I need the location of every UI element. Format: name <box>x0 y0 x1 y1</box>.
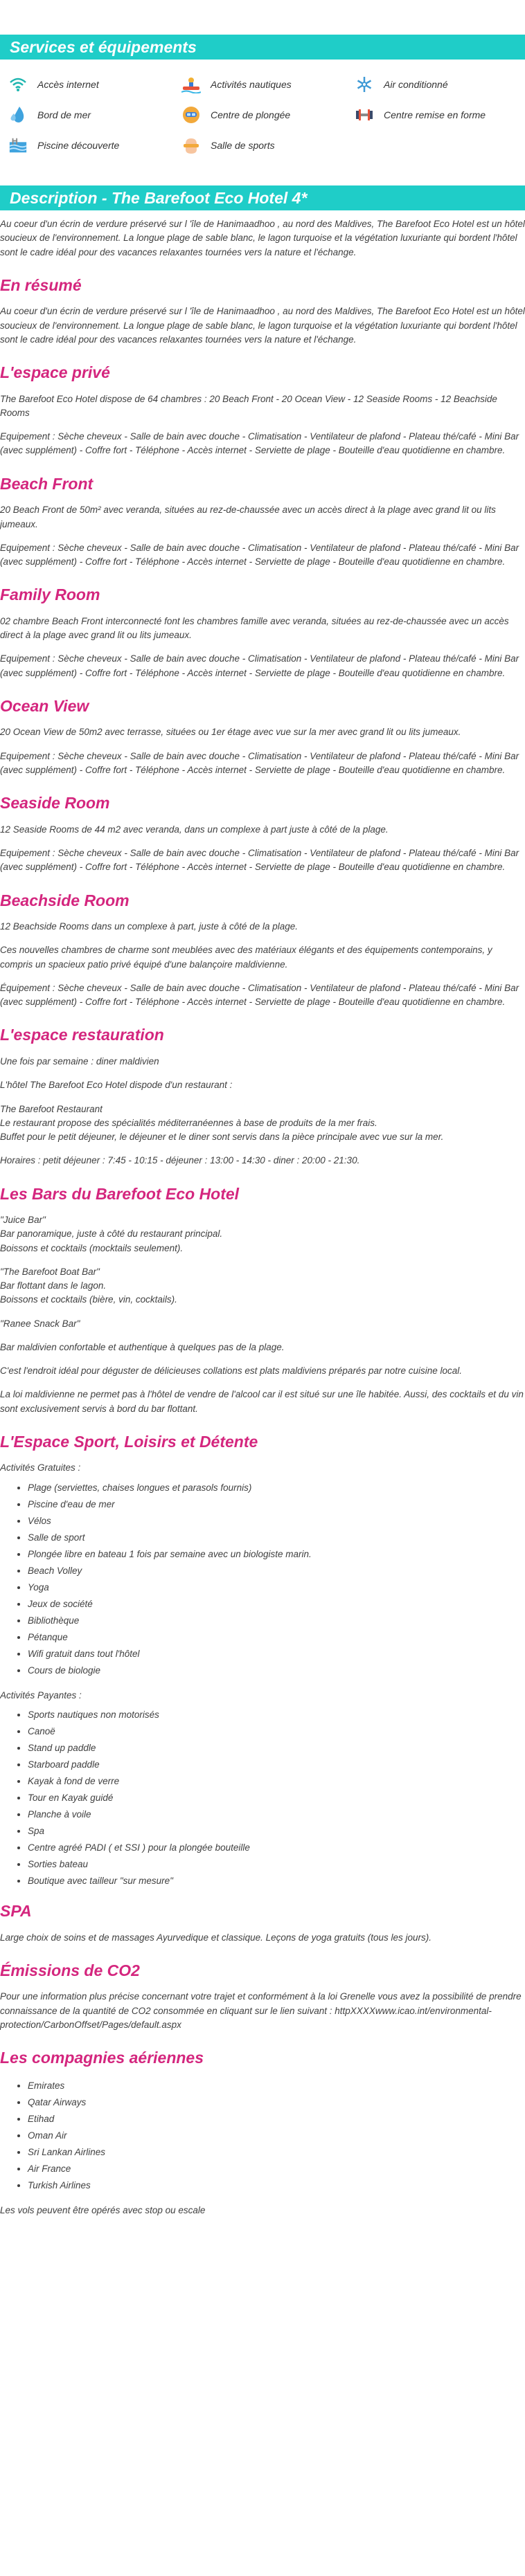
list-item: • Stand up paddle <box>28 1740 525 1757</box>
section-title-airlines: Les compagnies aériennes <box>0 2049 204 2067</box>
section-title-co2: Émissions de CO2 <box>0 1961 140 1979</box>
beachfront-equipment: Equipement : Sèche cheveux - Salle de bain avec douche - Climatisation - Ventilateur de plafond - Plateau thé/café - Mini Bar (avec supplément) - Coffre fort - Téléphone - Accès internet - Serviette de plage - Bouteille d'eau quotidienne en chambre. <box>0 542 519 568</box>
list-item: • Sports nautiques non motorisés <box>28 1707 525 1723</box>
feature-label: Bord de mer <box>37 109 91 120</box>
pool-icon <box>8 136 28 155</box>
content <box>0 217 525 2217</box>
list-item: • Plongée libre en bateau 1 fois par semaine avec un biologiste marin. <box>28 1546 525 1563</box>
list-item: • Plage (serviettes, chaises longues et parasols fournis) <box>28 1480 525 1496</box>
feature-label: Accès internet <box>37 78 99 90</box>
section-title-family: Family Room <box>0 586 100 604</box>
section-title-restauration: L'espace restauration <box>0 1026 164 1044</box>
section-title-sport: L'Espace Sport, Loisirs et Détente <box>0 1432 258 1451</box>
bar-drinks: Boissons et cocktails (bière, vin, cocktails). <box>0 1294 177 1305</box>
bar-text-5: C'est l'endroit idéal pour déguster de délicieuses collations est plats maldiviens préparés par notre cuisine local. <box>0 1366 463 1377</box>
beachside-equipment: Équipement : Sèche cheveux - Salle de bain avec douche - Climatisation - Ventilateur de plafond - Plateau thé/café - Mini Bar (avec supplément) - Coffre fort - Téléphone - Accès internet - Serviette de plage - Bouteille d'eau quotidienne en chambre. <box>0 982 519 1008</box>
list-item: • Spa <box>28 1823 525 1840</box>
bar-text-4: Bar maldivien confortable et authentique à quelques pas de la plage. <box>0 1341 285 1352</box>
airlines-list <box>0 2078 525 2194</box>
list-item: • Turkish Airlines <box>28 2177 525 2194</box>
list-item: • Starboard paddle <box>28 1757 525 1773</box>
paid-activities-label: Activités Payantes : <box>0 1689 82 1700</box>
prive-equipment: Equipement : Sèche cheveux - Salle de bain avec douche - Climatisation - Ventilateur de plafond - Plateau thé/café - Mini Bar (avec supplément) - Coffre fort - Téléphone - Accès internet - Serviette de plage - Bouteille d'eau quotidienne en chambre. <box>0 431 519 456</box>
list-item: • Kayak à fond de verre <box>28 1773 525 1790</box>
restauration-text-1: Une fois par semaine : diner maldivien <box>0 1056 159 1067</box>
list-item: • Tour en Kayak guidé <box>28 1790 525 1806</box>
restauration-hours: Horaires : petit déjeuner : 7:45 - 10:15 - déjeuner : 13:00 - 14:30 - diner : 20:00 - 21:30. <box>0 1155 360 1166</box>
snowflake-icon <box>355 75 374 94</box>
ocean-equipment: Equipement : Sèche cheveux - Salle de bain avec douche - Climatisation - Ventilateur de plafond - Plateau thé/café - Mini Bar (avec supplément) - Coffre fort - Téléphone - Accès internet - Serviette de plage - Bouteille d'eau quotidienne en chambre. <box>0 750 519 775</box>
list-item: • Oman Air <box>28 2128 525 2144</box>
diver-icon <box>181 105 201 125</box>
list-item: • Emirates <box>28 2078 525 2094</box>
list-item: • Planche à voile <box>28 1806 525 1823</box>
feature-sports <box>181 134 355 156</box>
feature-nautique <box>181 73 355 96</box>
airlines-note: Les vols peuvent être opérés avec stop ou escale <box>0 2204 206 2215</box>
list-item: • Sorties bateau <box>28 1856 525 1873</box>
resume-text: Au coeur d'un écrin de verdure préservé sur l 'île de Hanimaadhoo , au nord des Maldives, The Barefoot Eco Hotel est un hôtel soucieux de l'environnement. La longue plage de sable blanc, le lagon turquoise et la végétation luxuriante qui bordent l'hôtel sont le cadre idéal pour des vacances relaxantes tournées vers la nature et l'échange. <box>0 306 525 345</box>
section-title-ocean: Ocean View <box>0 696 89 715</box>
bar-name: "The Barefoot Boat Bar" <box>0 1266 100 1277</box>
hand-weight-icon <box>181 136 201 155</box>
beachside-text: 12 Beachside Rooms dans un complexe à part, juste à côté de la plage. <box>0 921 299 932</box>
co2-text[interactable]: Pour une information plus précise concernant votre trajet et conformément à la loi Grenelle vous avez la possibilité de prendre connaissance de la quantité de CO2 consommée en cliquant sur le lien suivant : httpXXXXwww.icao.int/environmental-protection/CarbonOffset/Pages/default.aspx <box>0 1991 522 2030</box>
section-title-prive: L'espace privé <box>0 363 110 382</box>
restauration-text-3 <box>0 1103 525 1145</box>
beachside-text-2: Ces nouvelles chambres de charme sont meublées avec des matériaux élégants et des équipements contemporains, y compris un spacieux patio privé équipé d'une balançoire maldivienne. <box>0 945 492 970</box>
section-title-beachside: Beachside Room <box>0 891 130 909</box>
section-title-seaside: Seaside Room <box>0 794 110 813</box>
section-title-beachfront: Beach Front <box>0 474 94 493</box>
restaurant-desc: Le restaurant propose des spécialités méditerranéennes à base de produits de la mer frais. <box>0 1117 377 1128</box>
list-item: • Bibliothèque <box>28 1613 525 1629</box>
list-item: • Pétanque <box>28 1629 525 1646</box>
list-item: • Qatar Airways <box>28 2094 525 2111</box>
bar-juice <box>0 1213 525 1255</box>
jet-ski-icon <box>181 75 201 94</box>
bar-boat <box>0 1265 525 1307</box>
feature-clim <box>355 73 525 96</box>
list-item: • Centre agréé PADI ( et SSI ) pour la plongée bouteille <box>28 1840 525 1856</box>
feature-label: Salle de sports <box>211 139 275 151</box>
list-item: • Piscine d'eau de mer <box>28 1496 525 1513</box>
seaside-equipment: Equipement : Sèche cheveux - Salle de bain avec douche - Climatisation - Ventilateur de plafond - Plateau thé/café - Mini Bar (avec supplément) - Coffre fort - Téléphone - Accès internet - Serviette de plage - Bouteille d'eau quotidienne en chambre. <box>0 848 519 873</box>
family-text: 02 chambre Beach Front interconnecté font les chambres famille avec veranda, situées au rez-de-chaussée avec un accès direct à la plage avec grand lit ou lits jumeaux. <box>0 615 509 641</box>
list-item: • Beach Volley <box>28 1563 525 1579</box>
section-title-bars: Les Bars du Barefoot Eco Hotel <box>0 1184 240 1203</box>
list-item: • Sri Lankan Airlines <box>28 2144 525 2161</box>
feature-label: Piscine découverte <box>37 139 120 151</box>
prive-text: The Barefoot Eco Hotel dispose de 64 chambres : 20 Beach Front - 20 Ocean View - 12 Seaside Rooms - 12 Beachside Rooms <box>0 393 497 418</box>
feature-forme <box>355 104 525 126</box>
feature-plongee <box>181 104 355 126</box>
feature-label: Air conditionné <box>384 78 448 90</box>
list-item: • Wifi gratuit dans tout l'hôtel <box>28 1646 525 1662</box>
wifi-icon <box>8 75 28 94</box>
feature-label: Activités nautiques <box>211 78 292 90</box>
restaurant-name: The Barefoot Restaurant <box>0 1103 103 1114</box>
list-item: • Vélos <box>28 1513 525 1530</box>
feature-internet <box>8 73 181 96</box>
feature-piscine <box>8 134 181 156</box>
free-activities-label: Activités Gratuites : <box>0 1462 81 1473</box>
bar-name: "Juice Bar" <box>0 1215 46 1226</box>
bar-desc: Bar panoramique, juste à côté du restaurant principal. <box>0 1228 223 1240</box>
paid-activities-list <box>0 1707 525 1889</box>
list-item: • Canoë <box>28 1723 525 1740</box>
list-item: • Air France <box>28 2161 525 2177</box>
spa-text: Large choix de soins et de massages Ayurvedique et classique. Leçons de yoga gratuits (tous les jours). <box>0 1932 431 1943</box>
ocean-text: 20 Ocean View de 50m2 avec terrasse, situées ou 1er étage avec vue sur la mer avec grand lit ou lits jumeaux. <box>0 727 461 738</box>
feature-mer <box>8 104 181 126</box>
water-drop-icon <box>8 105 28 125</box>
list-item: • Jeux de société <box>28 1596 525 1613</box>
bar-ranee: "Ranee Snack Bar" <box>0 1318 80 1329</box>
intro-text: Au coeur d'un écrin de verdure préservé sur l 'île de Hanimaadhoo , au nord des Maldives, The Barefoot Eco Hotel est un hôtel soucieux de l'environnement. La longue plage de sable blanc, le lagon turquoise et la végétation luxuriante qui bordent l'hôtel sont le cadre idéal pour des vacances relaxantes tournées vers la nature et l'échange. <box>0 219 525 257</box>
dumbbell-icon <box>355 105 374 125</box>
restaurant-buffet: Buffet pour le petit déjeuner, le déjeuner et le diner sont servis dans la pièce principale avec vue sur la mer. <box>0 1132 444 1142</box>
list-item: • Etihad <box>28 2111 525 2128</box>
feature-label: Centre de plongée <box>211 109 291 120</box>
bar-desc: Bar flottant dans le lagon. <box>0 1280 107 1291</box>
list-item: • Salle de sport <box>28 1530 525 1546</box>
section-title-resume: En résumé <box>0 275 82 294</box>
seaside-text: 12 Seaside Rooms de 44 m2 avec veranda, dans un complexe à part juste à côté de la plage. <box>0 824 389 835</box>
section-title-spa: SPA <box>0 1901 32 1920</box>
feature-label: Centre remise en forme <box>384 109 486 120</box>
beachfront-text: 20 Beach Front de 50m² avec veranda, situées au rez-de-chaussée avec un accès direct à la plage avec grand lit ou lits jumeaux. <box>0 505 496 529</box>
services-grid <box>0 66 525 172</box>
description-banner: Description - The Barefoot Eco Hotel 4* <box>0 185 525 210</box>
list-item: • Boutique avec tailleur "sur mesure" <box>28 1873 525 1889</box>
list-item: • Yoga <box>28 1579 525 1596</box>
bar-text-6: La loi maldivienne ne permet pas à l'hôtel de vendre de l'alcool car il est situé sur une île habitée. Aussi, des cocktails et du vin sont exclusivement servis à bord du bar flottant. <box>0 1389 524 1414</box>
free-activities-list <box>0 1480 525 1679</box>
family-equipment: Equipement : Sèche cheveux - Salle de bain avec douche - Climatisation - Ventilateur de plafond - Plateau thé/café - Mini Bar (avec supplément) - Coffre fort - Téléphone - Accès internet - Serviette de plage - Bouteille d'eau quotidienne en chambre. <box>0 653 519 678</box>
services-banner: Services et équipements <box>0 35 525 60</box>
restauration-text-2: L'hôtel The Barefoot Eco Hotel dispode d'un restaurant : <box>0 1080 233 1091</box>
bar-drinks: Boissons et cocktails (mocktails seulement). <box>0 1242 184 1253</box>
list-item: • Cours de biologie <box>28 1662 525 1679</box>
